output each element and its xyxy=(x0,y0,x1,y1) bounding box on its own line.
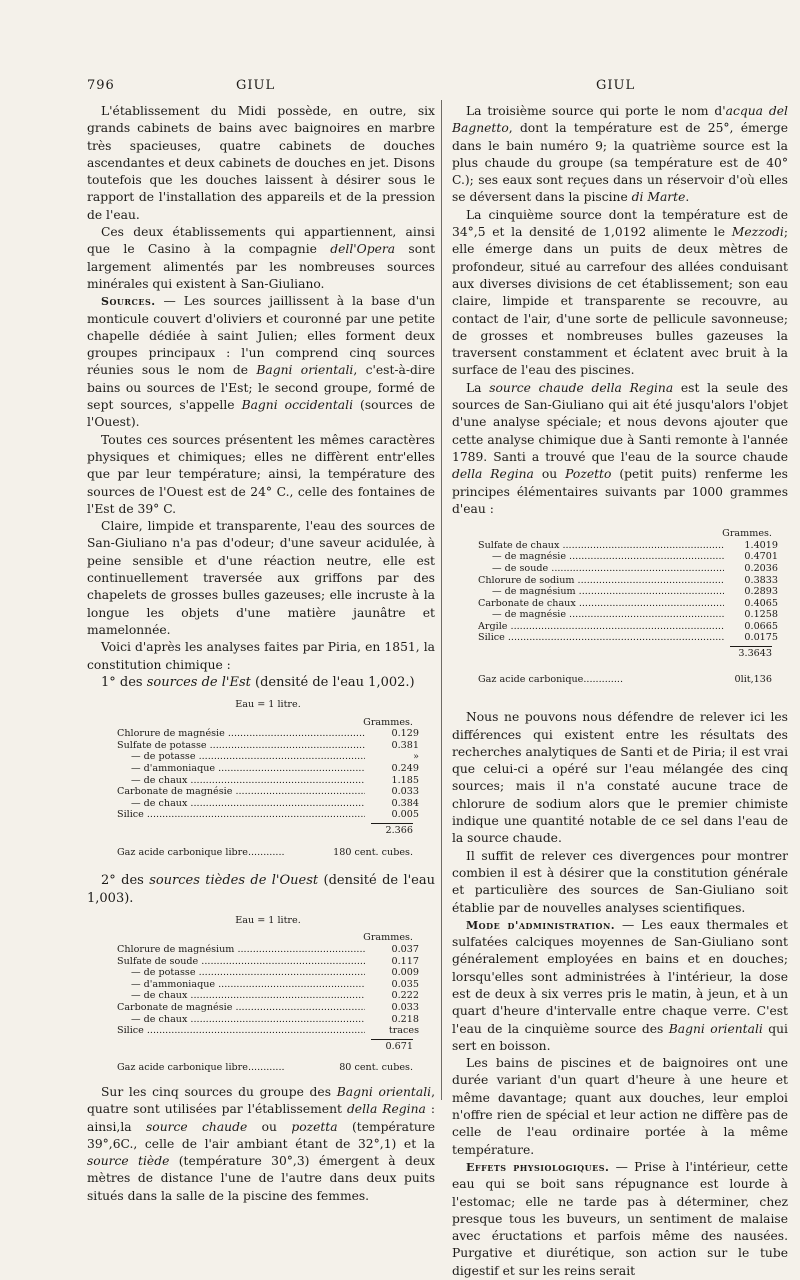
row-value: 0.033 xyxy=(391,786,419,798)
row-value: 0.4701 xyxy=(744,551,778,563)
row-label: Carbonate de magnésie ..... xyxy=(117,786,365,798)
running-title-right: GIUL xyxy=(596,78,636,93)
row-label: Silice ..... xyxy=(117,1025,365,1037)
table-row xyxy=(478,551,778,563)
row-value: 0.117 xyxy=(391,955,419,967)
table-row xyxy=(117,798,419,810)
row-label: — de magnésie ..... xyxy=(478,551,724,563)
paragraph: Voici d'après les analyses faites par Piria, en 1851, la constitution chimique : xyxy=(87,640,435,672)
table-row xyxy=(117,775,419,787)
row-value: 0.222 xyxy=(391,990,419,1002)
row-label: Carbonate de chaux ..... xyxy=(478,598,724,610)
paragraph: Sur les cinq sources du groupe des Bagni orientali, quatre sont utilisées par l'établissement della Regina : ainsi,la source chaude ou pozetta (température 39°,6C., celle de l'air ambiant étant de 32°,1) et la source tiède (température 30°,3) émergent à deux mètres de distance l'une de l'autre dans deux puits situés dans la salle de la piscine des femmes. xyxy=(87,1084,436,1203)
row-value: 0.0175 xyxy=(744,632,778,644)
paragraph: Nous ne pouvons nous défendre de relever ici les différences qui existent entre les résultats des recherches analytiques de Santi et de Piria; il est vrai que celui-ci a opéré sur l'eau mélangée des cinq sources; mais il n'a constaté aucune trace de chlorure de sodium alors que le premier chimiste indique une quantité notable de ce sel dans l'eau de la source chaude. xyxy=(452,710,788,846)
table-row xyxy=(478,632,778,644)
table-row xyxy=(117,956,419,968)
table-row xyxy=(117,1014,419,1026)
table-row xyxy=(478,609,778,621)
gas-row: Gaz acide carbonique libre............ 80 cent. cubes. xyxy=(117,1062,413,1074)
paragraph: Ces deux établissements qui appartiennent, ainsi que le Casino à la compagnie dell'Opera sont largement alimentés par les nombreuses sources minérales qui existent à San-Giuliano. xyxy=(87,225,436,291)
table-row xyxy=(117,740,419,752)
section-heading: Sources. xyxy=(101,295,156,309)
running-title-left: GIUL xyxy=(236,78,276,93)
table-row xyxy=(117,786,419,798)
column-divider xyxy=(441,100,442,1100)
row-value: 1.4019 xyxy=(744,539,778,551)
table-unit: Grammes. xyxy=(722,528,772,540)
paragraph: Les bains de piscines et de baignoires ont une durée variant d'un quart d'heure à une heure et même davantage; quant aux douches, leur emploi n'offre rien de spécial et leur action ne diffère pas de celle de l'eau ordinaire portée à la même température. xyxy=(452,1056,788,1157)
table-row xyxy=(117,944,419,956)
page-number: 796 xyxy=(87,78,115,93)
paragraph: La source chaude della Regina est la seule des sources de San-Giuliano qui ait été jusqu'alors l'objet d'une analyse spéciale; et nous devons ajouter que cette analyse chimique due à Santi remonte à l'année 1789. Santi a trouvé que l'eau de la source chaude della Regina ou Pozetto (petit puits) renferme les principes élémentaires suivants par 1000 grammes d'eau : xyxy=(452,380,789,516)
row-label: — de soude ..... xyxy=(478,563,724,575)
table-row xyxy=(117,979,419,991)
table-row xyxy=(478,586,778,598)
row-label: Silice ..... xyxy=(478,632,724,644)
row-label: Chlorure de magnésium ..... xyxy=(117,944,365,956)
row-value: 0.035 xyxy=(391,978,419,990)
paragraph: Effets physiologiques. — Prise à l'intérieur, cette eau qui se boit sans répugnance est lourde à l'estomac; elle ne tarde pas à déterminer, chez presque tous les buveurs, un sentiment de malaise avec éructations et parfois même des nausées. Purgative et diurétique, son action sur le tube digestif et sur les reins serait xyxy=(452,1159,788,1278)
row-value: 0.005 xyxy=(391,809,419,821)
row-label: Silice ..... xyxy=(117,809,365,821)
row-value: 0.2036 xyxy=(744,562,778,574)
section-heading: Mode d'administration. xyxy=(466,918,616,932)
paragraph: La cinquième source dont la température est de 34°,5 et la densité de 1,0192 alimente le Mezzodi; elle émerge dans un puits de deux mètres de profondeur, situé au carrefour des allées conduisant aux diverses divisions de cet établissement; son eau claire, limpide et transparente se recouvre, au contact de l'air, d'une sorte de pellicule savonneuse; de grosses et nombreuses bulles gazeuses la traversent constamment et éclatent avec bruit à la surface de l'eau des piscines. xyxy=(452,207,788,378)
table-row xyxy=(117,763,419,775)
row-value: 0.009 xyxy=(391,967,419,979)
row-value: 0.129 xyxy=(391,728,419,740)
row-label: — de potasse ..... xyxy=(117,967,365,979)
row-label: Argile ..... xyxy=(478,621,724,633)
table-row xyxy=(117,751,419,763)
row-label: — de chaux ..... xyxy=(117,798,365,810)
row-label: Chlorure de magnésie ..... xyxy=(117,728,365,740)
row-value: 0.037 xyxy=(391,944,419,955)
row-value: 0.2893 xyxy=(744,586,778,598)
paragraph: Toutes ces sources présentent les mêmes caractères physiques et chimiques; elles ne diffèrent entr'elles que par leur température; ainsi, la température des sources de l'Ouest est de 24° C., celle des fontaines de l'Est de 39° C. xyxy=(87,432,435,516)
analysis-table-santi xyxy=(452,528,788,685)
row-label: Carbonate de magnésie ..... xyxy=(117,1002,365,1014)
table-row xyxy=(117,990,419,1002)
analysis-table-east xyxy=(87,699,435,858)
row-value: 1.185 xyxy=(391,774,419,786)
table-unit: Grammes. xyxy=(363,932,413,944)
row-label: — d'ammoniaque ..... xyxy=(117,763,365,775)
analysis-table-west xyxy=(87,915,435,1074)
table-row xyxy=(478,540,778,552)
table-row xyxy=(478,563,778,575)
paragraph: Il suffit de relever ces divergences pour montrer combien il est à désirer que la constitution générale et particulière des sources de San-Giuliano soit établie par de nouvelles analyses scientifiques. xyxy=(452,848,788,915)
row-value: 0.218 xyxy=(391,1013,419,1025)
left-column xyxy=(87,103,435,1205)
paragraph: La troisième source qui porte le nom d'acqua del Bagnetto, dont la température est de 25°, émerge dans le bain numéro 9; la quatrième source est la plus chaude du groupe (sa température est de 40° C.); ses eaux sont reçues dans un réservoir d'où elles se déversent dans la piscine di Marte. xyxy=(452,104,788,205)
row-value: 0.4065 xyxy=(744,597,778,609)
row-value: 0.249 xyxy=(391,763,419,775)
table-total: 3.3643 xyxy=(478,646,778,660)
table-row xyxy=(117,1025,419,1037)
table-row xyxy=(117,1002,419,1014)
table-row xyxy=(478,621,778,633)
row-label: — de magnésium ..... xyxy=(478,586,724,598)
row-value: 0.381 xyxy=(391,739,419,751)
row-label: — de chaux ..... xyxy=(117,1014,365,1026)
row-label: Sulfate de soude ..... xyxy=(117,956,365,968)
row-label: — de magnésie ..... xyxy=(478,609,724,621)
row-label: — de chaux ..... xyxy=(117,990,365,1002)
row-label: Sulfate de potasse ..... xyxy=(117,740,365,752)
row-value: 0.1258 xyxy=(744,609,778,621)
row-label: — de chaux ..... xyxy=(117,775,365,787)
table-total: 2.366 xyxy=(117,823,419,837)
table-row xyxy=(478,598,778,610)
table-row xyxy=(117,728,419,740)
paragraph: Sources. — Les sources jaillissent à la base d'un monticule couvert d'oliviers et couronné par une petite chapelle dédiée à saint Julien; elles forment deux groupes principaux : l'un comprend cinq sources réunies sous le nom de Bagni orientali, c'est-à-dire bains ou sources de l'Est; le second groupe, formé de sept sources, s'appelle Bagni occidentali (sources de l'Ouest). xyxy=(87,294,435,430)
table-row xyxy=(117,967,419,979)
row-label: Chlorure de sodium ..... xyxy=(478,575,724,587)
subsection-title: 1° des sources de l'Est (densité de l'eau 1,002.) xyxy=(101,674,415,690)
row-value: 0.0665 xyxy=(744,620,778,632)
paragraph: Mode d'administration. — Les eaux thermales et sulfatées calciques moyennes de San-Giuliano sont généralement employées en bains et en douches; lorsqu'elles sont administrées à l'intérieur, la dose est de deux à six verres pris le matin, à jeun, et à un quart d'heure d'intervalle entre chaque verre. C'est l'eau de la cinquième source des Bagni orientali qui sert en boisson. xyxy=(452,917,788,1053)
paragraph: L'établissement du Midi possède, en outre, six grands cabinets de bains avec baignoires en marbre très spacieuses, quatre cabinets de douches ascendantes et deux cabinets de douches en jet. Disons toutefois que les douches laissent à désirer sous le rapport de l'installation des appareils et de la pression de l'eau. xyxy=(87,104,435,222)
table-row xyxy=(117,809,419,821)
table-total: 0.671 xyxy=(117,1039,419,1053)
table-caption: Eau = 1 litre. xyxy=(235,914,301,926)
section-heading: Effets physiologiques. xyxy=(466,1160,610,1174)
row-label: Sulfate de chaux ..... xyxy=(478,540,724,552)
row-value: » xyxy=(413,751,419,763)
gas-row: Gaz acide carbonique libre............ 180 cent. cubes. xyxy=(117,846,413,858)
row-value: 0.3833 xyxy=(744,574,778,586)
row-label: — de potasse ..... xyxy=(117,751,365,763)
table-caption: Eau = 1 litre. xyxy=(235,699,301,711)
row-value: traces xyxy=(388,1025,419,1037)
paragraph: Claire, limpide et transparente, l'eau des sources de San-Giuliano n'a pas d'odeur; d'une saveur acidulée, à peine sensible et d'une réaction neutre, elle est continuellement traversée aux griffons par des chapelets de grosses bulles gazeuses; elle incruste à la longue les objets d'une matière jaunâtre et mamelonnée. xyxy=(87,519,435,637)
row-value: 0.384 xyxy=(391,797,419,809)
row-value: 0.033 xyxy=(391,1001,419,1013)
table-row xyxy=(478,575,778,587)
right-column xyxy=(452,103,788,1280)
subsection-title: 2° des sources tièdes de l'Ouest (densité de l'eau 1,003). xyxy=(87,873,435,906)
table-unit: Grammes. xyxy=(363,716,413,728)
gas-row: Gaz acide carbonique............. 0lit,136 xyxy=(478,673,772,685)
row-label: — d'ammoniaque ..... xyxy=(117,979,365,991)
